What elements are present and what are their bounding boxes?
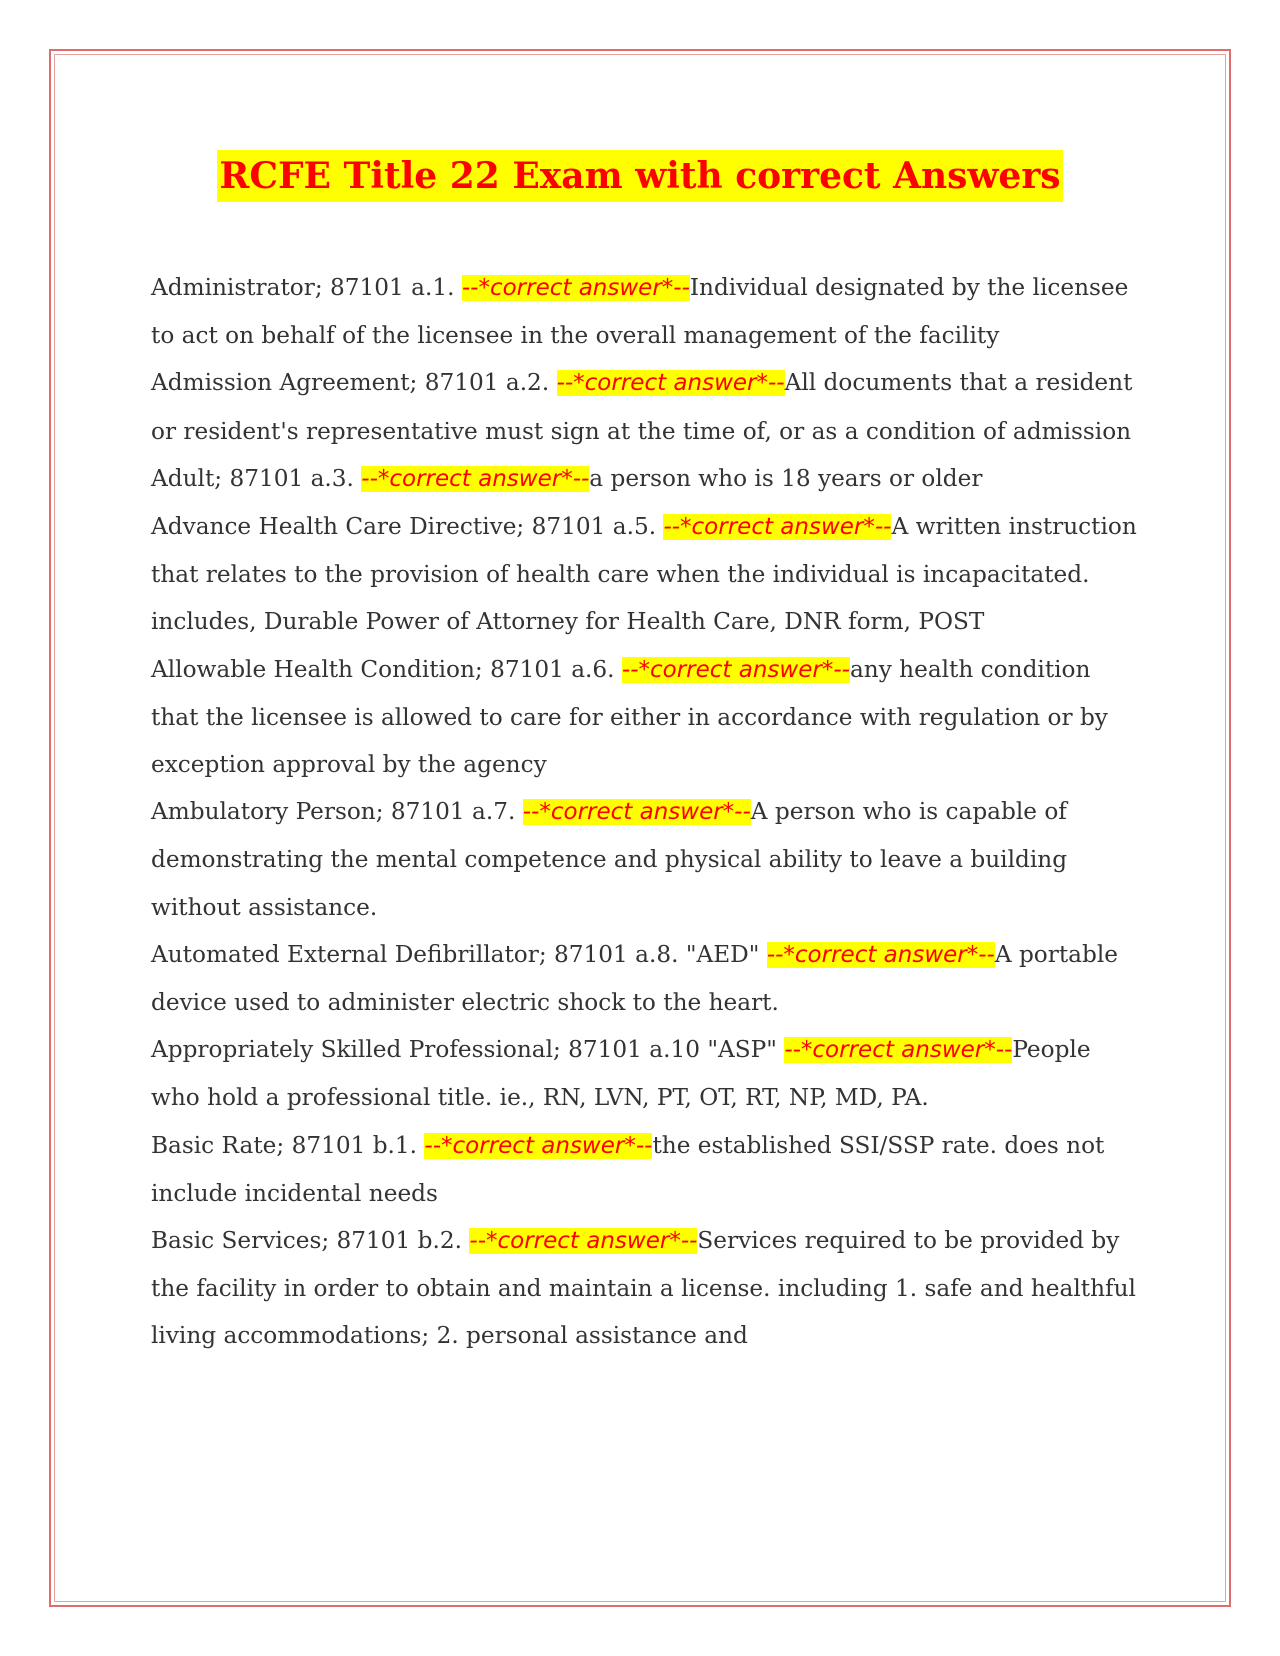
document-title: RCFE Title 22 Exam with correct Answers [217,150,1062,202]
qa-entry [151,1122,1141,1217]
correct-answer-marker: --*correct answer*-- [469,1228,698,1255]
entry-definition: A written instruction that relates to the provision of health care when the individual is incapacitated. includes, Durable Power of Attorney for Health Care, DNR form, POST [151,513,1137,636]
entry-term: Administrator; 87101 a.1. [151,274,462,301]
entry-definition: All documents that a resident or resident's representative must sign at the time of, or as a condition of admission [151,369,1133,445]
correct-answer-marker: --*correct answer*-- [424,1132,653,1159]
entry-definition: any health condition that the licensee is allowed to care for either in accordance with regulation or by exception approval by the agency [151,655,1108,779]
correct-answer-marker: --*correct answer*-- [784,1037,1013,1064]
title-container [0,150,1280,202]
qa-entry [151,646,1141,789]
entry-term: Admission Agreement; 87101 a.2. [151,369,557,397]
entry-term: Basic Rate; 87101 b.1. [151,1131,425,1159]
entry-definition: Services required to be provided by the facility in order to obtain and maintain a license. including 1. safe and healthful living accommodations; 2. personal assistance and [151,1227,1136,1350]
correct-answer-marker: --*correct answer*-- [766,941,995,968]
entry-term: Appropriately Skilled Professional; 87101 a.10 "ASP" [151,1036,785,1064]
qa-entry [151,455,1141,503]
correct-answer-marker: --*correct answer*-- [663,514,892,541]
entry-definition: the established SSI/SSP rate. does not include incidental needs [151,1131,1105,1207]
qa-entry [151,1026,1141,1121]
entry-definition: Individual designated by the licensee to act on behalf of the licensee in the overall management of the facility [151,274,1129,350]
entry-term: Automated External Defibrillator; 87101 a.8. "AED" [151,940,767,968]
correct-answer-marker: --*correct answer*-- [556,370,785,397]
entry-term: Allowable Health Condition; 87101 a.6. [151,655,622,683]
entry-term: Basic Services; 87101 b.2. [151,1227,470,1255]
qa-entry [151,788,1141,931]
qa-entry [151,359,1141,454]
entry-definition: People who hold a professional title. ie., RN, LVN, PT, OT, RT, NP, MD, PA. [151,1036,1091,1112]
correct-answer-marker: --*correct answer*-- [522,799,751,826]
entry-definition: A person who is capable of demonstrating the mental competence and physical ability to leave a building without assistance. [151,798,1068,921]
correct-answer-marker: --*correct answer*-- [361,465,590,492]
correct-answer-marker: --*correct answer*-- [461,275,690,301]
entry-term: Adult; 87101 a.3. [151,464,362,492]
document-body [151,264,1141,1360]
qa-entry [151,931,1141,1026]
correct-answer-marker: --*correct answer*-- [621,656,850,683]
entry-term: Advance Health Care Directive; 87101 a.5. [151,513,664,541]
entry-definition: A portable device used to administer electric shock to the heart. [151,940,1118,1017]
qa-entry [151,264,1141,359]
entry-definition: a person who is 18 years or older [589,464,983,492]
entry-term: Ambulatory Person; 87101 a.7. [151,798,523,826]
qa-entry [151,503,1141,646]
qa-entry [151,1217,1141,1360]
